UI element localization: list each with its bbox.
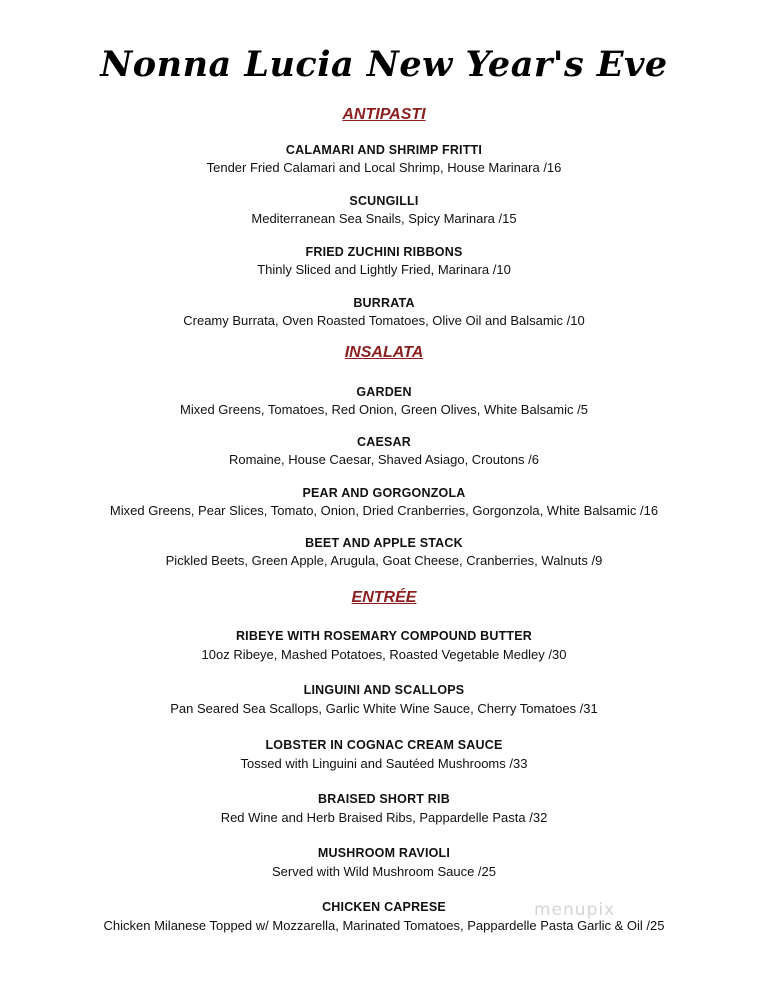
menu-item-description: Mixed Greens, Tomatoes, Red Onion, Green Olives, White Balsamic /5 xyxy=(180,402,588,417)
menu-item-description: Red Wine and Herb Braised Ribs, Pappardelle Pasta /32 xyxy=(220,810,548,825)
menu-item-description: Chicken Milanese Topped w/ Mozzarella, Marinated Tomatoes, Pappardelle Pasta Garlic & Oil /25 xyxy=(103,918,665,933)
menu-item-description: Mixed Greens, Pear Slices, Tomato, Onion, Dried Cranberries, Gorgonzola, White Balsamic /16 xyxy=(109,503,659,518)
menu-item-description: 10oz Ribeye, Mashed Potatoes, Roasted Vegetable Medley /30 xyxy=(201,647,567,662)
menu-item-description: Tossed with Linguini and Sautéed Mushrooms /33 xyxy=(240,756,528,771)
menu-item-name: SCUNGILLI xyxy=(349,194,419,208)
menu-item-name: CHICKEN CAPRESE xyxy=(322,900,446,914)
menu-item-description: Romaine, House Caesar, Shaved Asiago, Croutons /6 xyxy=(228,452,539,467)
menu-item-name: PEAR AND GORGONZOLA xyxy=(302,486,466,500)
section-heading-entree: ENTRÉE xyxy=(351,589,417,606)
menu-item-name: RIBEYE WITH ROSEMARY COMPOUND BUTTER xyxy=(235,629,533,643)
menu-item-name: CAESAR xyxy=(357,435,411,449)
menu-item-name: MUSHROOM RAVIOLI xyxy=(317,846,451,860)
menu-item-name: BURRATA xyxy=(353,296,415,310)
menu-item-name: BEET AND APPLE STACK xyxy=(305,536,463,550)
menu-item-description: Pan Seared Sea Scallops, Garlic White Wine Sauce, Cherry Tomatoes /31 xyxy=(170,701,598,716)
menu-item-name: GARDEN xyxy=(356,385,412,399)
menu-item-description: Pickled Beets, Green Apple, Arugula, Goat Cheese, Cranberries, Walnuts /9 xyxy=(165,553,603,568)
section-heading-antipasti: ANTIPASTI xyxy=(342,106,426,123)
menu-item-name: LINGUINI AND SCALLOPS xyxy=(303,683,465,697)
section-heading-insalata: INSALATA xyxy=(344,344,424,361)
menu-item-name: FRIED ZUCHINI RIBBONS xyxy=(305,245,463,259)
menu-title: Nonna Lucia New Year's Eve xyxy=(100,44,668,85)
watermark-logo: menupix xyxy=(534,900,616,920)
menu-item-name: BRAISED SHORT RIB xyxy=(318,792,450,806)
menu-item-name: CALAMARI AND SHRIMP FRITTI xyxy=(285,143,483,157)
menu-item-description: Mediterranean Sea Snails, Spicy Marinara /15 xyxy=(251,211,517,226)
menu-item-description: Tender Fried Calamari and Local Shrimp, House Marinara /16 xyxy=(206,160,562,175)
menu-item-description: Thinly Sliced and Lightly Fried, Marinara /10 xyxy=(257,262,511,277)
menu-item-name: LOBSTER IN COGNAC CREAM SAUCE xyxy=(265,738,503,752)
menu-item-description: Served with Wild Mushroom Sauce /25 xyxy=(272,864,496,879)
menu-item-description: Creamy Burrata, Oven Roasted Tomatoes, Olive Oil and Balsamic /10 xyxy=(183,313,585,328)
